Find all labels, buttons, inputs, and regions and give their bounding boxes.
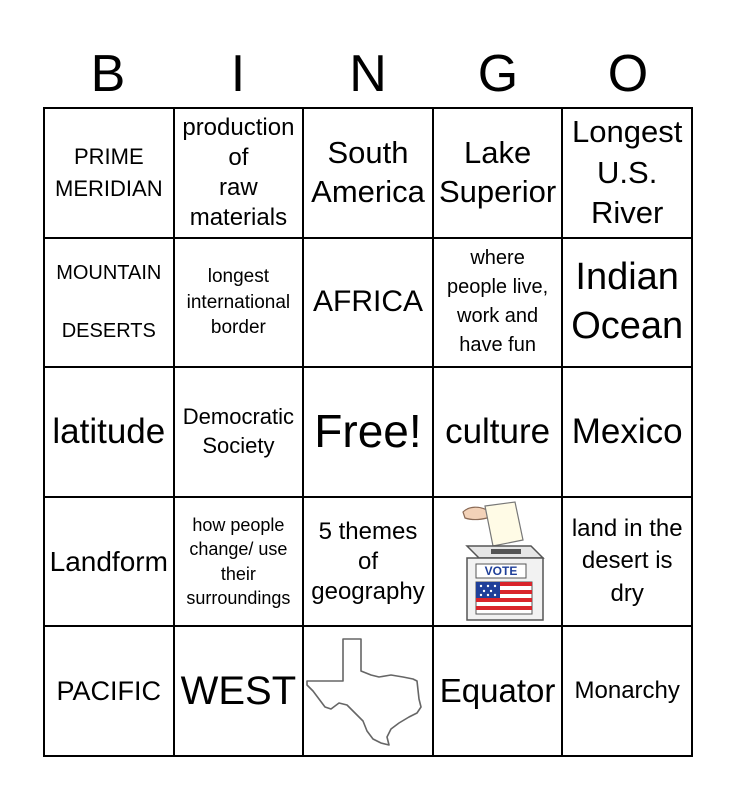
cell-text: Equator bbox=[439, 672, 556, 710]
cell-text: Lake Superior bbox=[439, 135, 557, 209]
cell-text: how people change/ use their surroundings bbox=[186, 515, 291, 608]
cell-text: Democratic Society bbox=[182, 404, 295, 458]
texas-map-icon bbox=[305, 635, 431, 747]
cell-text: Landform bbox=[49, 545, 168, 577]
bingo-cell[interactable] bbox=[44, 626, 174, 756]
cell-text: production of raw materials bbox=[182, 113, 295, 231]
cell-text: Free! bbox=[314, 405, 422, 458]
bingo-cell[interactable] bbox=[433, 367, 563, 497]
bingo-cell[interactable] bbox=[433, 626, 563, 756]
bingo-cell[interactable] bbox=[303, 238, 433, 368]
bingo-cell[interactable] bbox=[174, 497, 304, 627]
bingo-header bbox=[43, 40, 693, 108]
bingo-cell[interactable] bbox=[433, 108, 563, 238]
cell-text: land in the desert is dry bbox=[571, 515, 683, 607]
cell-text: MOUNTAIN bbox=[56, 262, 162, 285]
bingo-cell-vote-image[interactable] bbox=[433, 497, 563, 627]
cell-text: WEST bbox=[180, 669, 297, 714]
bingo-cell[interactable] bbox=[44, 367, 174, 497]
cell-text: longest international border bbox=[186, 265, 291, 339]
bingo-cell[interactable] bbox=[44, 497, 174, 627]
cell-text: Monarchy bbox=[574, 676, 680, 704]
cell-text: Longest U.S. River bbox=[572, 114, 683, 230]
free-cell[interactable] bbox=[303, 367, 433, 497]
cell-text: PRIME MERIDIAN bbox=[55, 143, 163, 201]
cell-text: latitude bbox=[52, 411, 166, 451]
cell-text: Indian Ocean bbox=[571, 256, 684, 348]
bingo-card bbox=[43, 107, 693, 757]
bingo-cell[interactable] bbox=[174, 238, 304, 368]
cell-text: AFRICA bbox=[312, 285, 423, 319]
bingo-cell[interactable] bbox=[44, 238, 174, 368]
header-letter-n: N bbox=[349, 45, 387, 103]
vote-label: VOTE bbox=[484, 563, 517, 578]
cell-text: culture bbox=[445, 411, 551, 451]
header-letter-o: O bbox=[607, 45, 649, 103]
cell-text: Mexico bbox=[571, 411, 683, 451]
cell-text: where people live, work and have fun bbox=[447, 247, 549, 357]
ballot-box-icon bbox=[443, 500, 553, 624]
bingo-cell[interactable] bbox=[303, 497, 433, 627]
bingo-cell-texas-image[interactable] bbox=[303, 626, 433, 756]
bingo-cell[interactable] bbox=[433, 238, 563, 368]
cell-text: South America bbox=[311, 135, 425, 209]
header-letter-b: B bbox=[90, 45, 126, 103]
bingo-cell[interactable] bbox=[562, 238, 692, 368]
bingo-cell[interactable] bbox=[174, 626, 304, 756]
bingo-cell[interactable] bbox=[562, 497, 692, 627]
bingo-cell[interactable] bbox=[562, 108, 692, 238]
bingo-cell[interactable] bbox=[44, 108, 174, 238]
bingo-cell[interactable] bbox=[562, 626, 692, 756]
cell-text: 5 themes of geography bbox=[311, 517, 425, 605]
cell-text: PACIFIC bbox=[56, 676, 162, 706]
bingo-cell[interactable] bbox=[174, 367, 304, 497]
header-letter-i: I bbox=[230, 45, 246, 103]
cell-text: DESERTS bbox=[61, 320, 156, 343]
bingo-cell[interactable] bbox=[562, 367, 692, 497]
bingo-cell[interactable] bbox=[174, 108, 304, 238]
bingo-cell[interactable] bbox=[303, 108, 433, 238]
header-letter-g: G bbox=[477, 45, 519, 103]
